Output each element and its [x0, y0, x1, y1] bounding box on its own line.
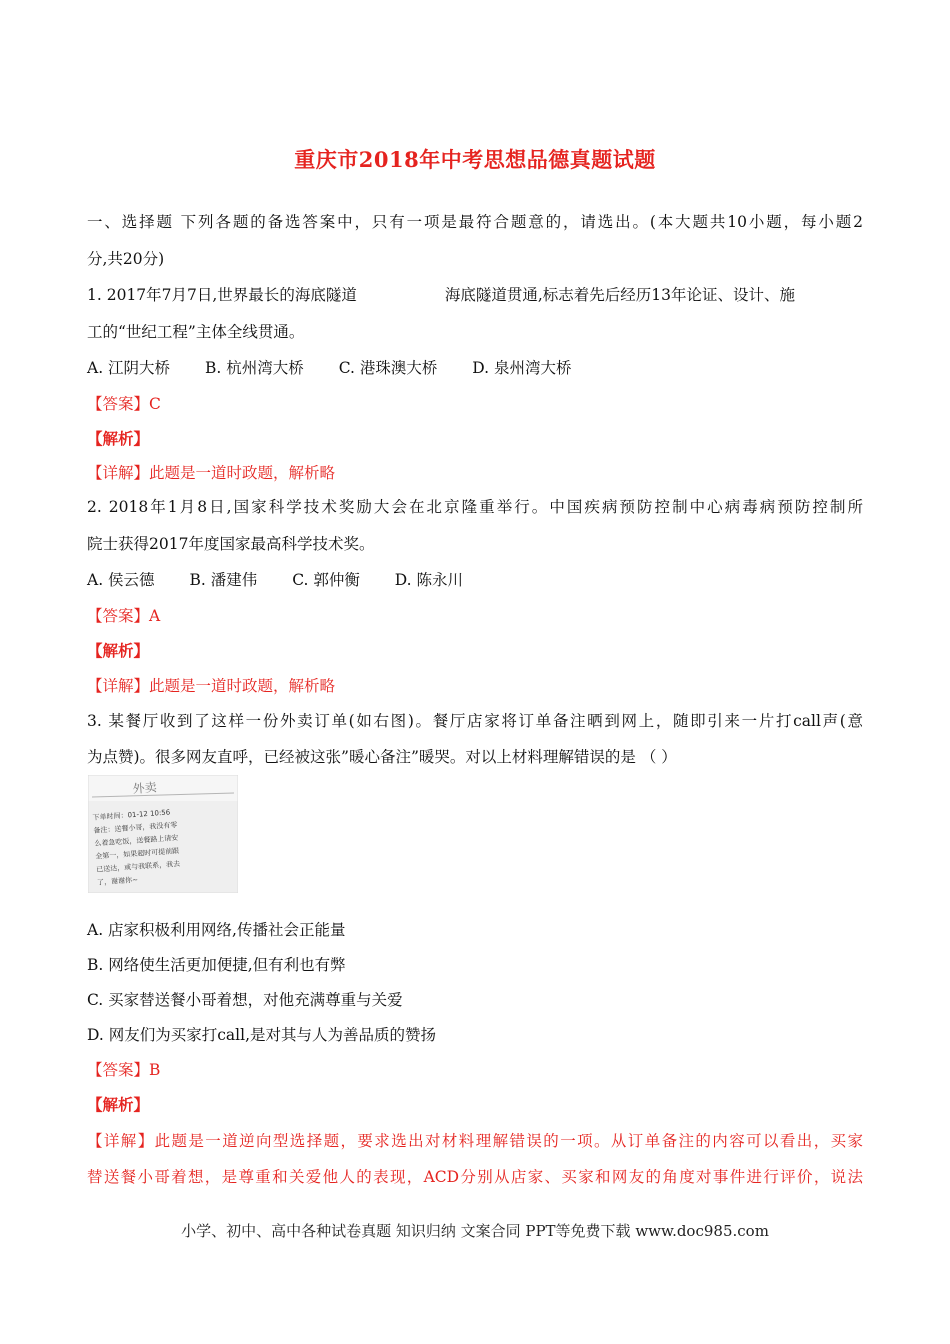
q3-detail-line-1: 【详解】此题是一道逆向型选择题，要求选出对材料理解错误的一项。从订单备注的内容可以看出，买家	[87, 1132, 863, 1150]
receipt-line-2: 备注：送餐小哥，我没有零	[93, 820, 178, 835]
q1-option-a: A. 江阴大桥	[87, 359, 171, 377]
q3-detail-line-2: 替送餐小哥着想，是尊重和关爱他人的表现，ACD分别从店家、买家和网友的角度对事件进行评价，说法	[87, 1168, 863, 1186]
q3-stem-line-2: 为点赞)。很多网友直呼，已经被这张”暖心备注”暖哭。对以上材料理解错误的是 （ ）	[87, 748, 677, 766]
q2-stem-part-b: 院士获得2017年度国家最高科学技术奖。	[87, 535, 375, 553]
q1-analysis: 【解析】	[87, 429, 150, 448]
section-instructions-line-1: 一、选择题 下列各题的备选答案中，只有一项是最符合题意的，请选出。(本大题共10小题，每小题2	[87, 213, 863, 231]
q1-option-b: B. 杭州湾大桥	[205, 359, 304, 377]
q2-option-d: D. 陈永川	[394, 571, 464, 589]
q2-answer: 【答案】A	[87, 607, 161, 625]
order-receipt-image	[88, 775, 238, 893]
receipt-heading: 外卖	[132, 780, 158, 796]
q3-option-b: B. 网络使生活更加便捷,但有利也有弊	[87, 956, 346, 974]
q1-stem-part-b: 海底隧道贯通,标志着先后经历13年论证、设计、施	[444, 286, 795, 304]
receipt-line-3: 么着急吃饭，送餐路上请安	[94, 833, 179, 848]
receipt-line-4: 全第一，如果超时可提前跟	[95, 846, 180, 861]
q2-options	[87, 569, 493, 591]
section-instructions-line-2: 分,共20分)	[87, 250, 165, 268]
q2-analysis: 【解析】	[87, 641, 150, 660]
receipt-line-1: 下单时间：01-12 10:56	[92, 808, 171, 822]
q1-stem-line-2: 工的“世纪工程”主体全线贯通。	[87, 323, 305, 341]
q3-answer: 【答案】B	[87, 1061, 161, 1079]
receipt-line-5: 已送达，或与我联系，我去	[95, 859, 181, 874]
q2-stem-line-1: 2. 2018年1月8日,国家科学技术奖励大会在北京隆重举行。中国疾病预防控制中心病毒病预防控制所	[87, 498, 863, 516]
q3-analysis: 【解析】	[87, 1095, 150, 1114]
q3-option-d: D. 网友们为买家打call,是对其与人为善品质的赞扬	[87, 1026, 436, 1044]
q1-stem-line-1	[87, 284, 795, 306]
q1-detail: 【详解】此题是一道时政题，解析略	[87, 464, 336, 482]
q2-option-b: B. 潘建伟	[189, 571, 258, 589]
q3-option-c: C. 买家替送餐小哥着想，对他充满尊重与关爱	[87, 991, 403, 1009]
q2-option-c: C. 郭仲衡	[292, 571, 360, 589]
q3-stem-line-1: 3. 某餐厅收到了这样一份外卖订单(如右图)。餐厅店家将订单备注晒到网上，随即引来一片打call声(意	[87, 712, 863, 730]
q1-stem-part-a: 1. 2017年7月7日,世界最长的海底隧道	[87, 286, 357, 304]
q3-option-a: A. 店家积极利用网络,传播社会正能量	[87, 921, 346, 939]
page-title: 重庆市2018年中考思想品德真题试题	[294, 147, 656, 172]
q1-option-c: C. 港珠澳大桥	[338, 359, 438, 377]
q1-option-d: D. 泉州湾大桥	[472, 359, 572, 377]
q1-options	[87, 357, 602, 379]
q2-option-a: A. 侯云德	[87, 571, 155, 589]
order-receipt-graphic	[88, 775, 238, 893]
page-footer: 小学、初中、高中各种试卷真题 知识归纳 文案合同 PPT等免费下载 www.doc985.com	[181, 1222, 769, 1240]
receipt-line-6: 了，谢谢你~	[96, 875, 139, 887]
q2-stem-line-2	[87, 533, 374, 555]
q1-answer: 【答案】C	[87, 395, 161, 413]
q2-detail: 【详解】此题是一道时政题，解析略	[87, 677, 336, 695]
